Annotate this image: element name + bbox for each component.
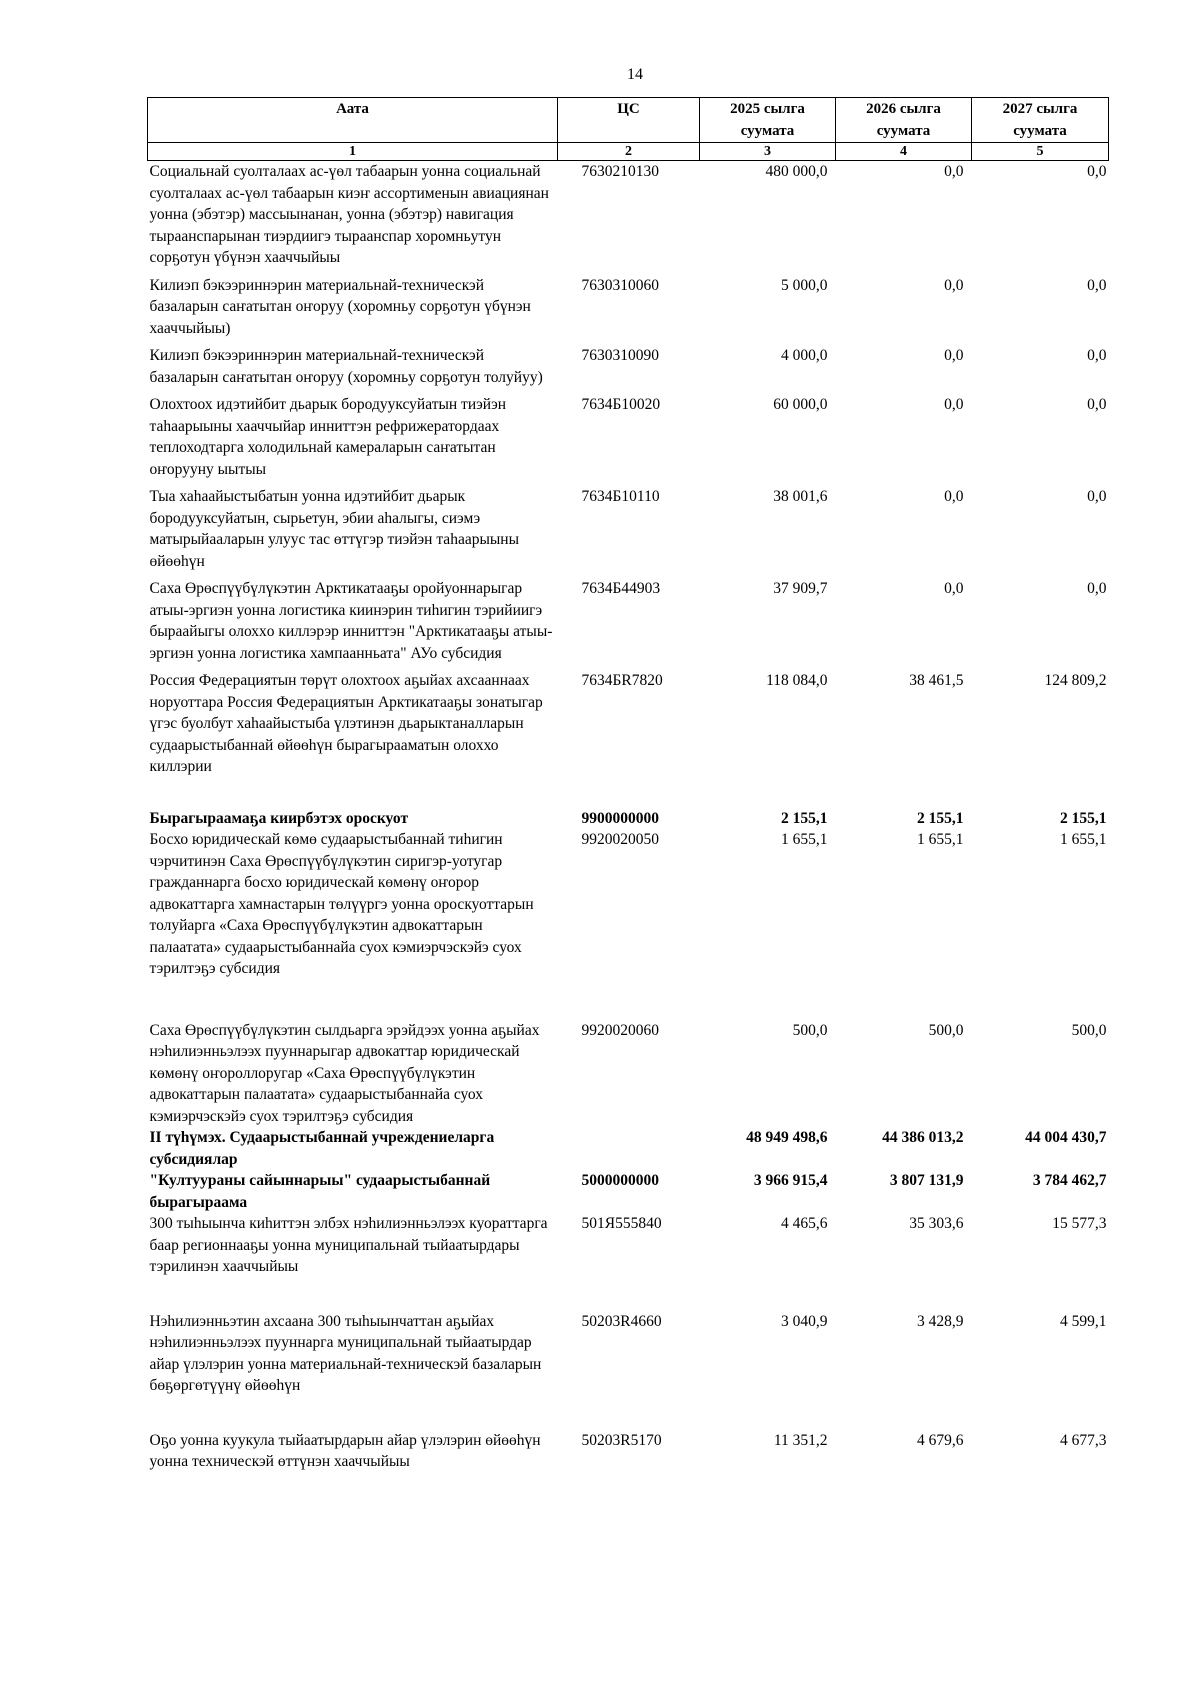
row-2025: 48 949 498,6 <box>746 1129 828 1146</box>
col-number-1: 1 <box>148 143 558 161</box>
row-code: 7634БR7820 <box>581 672 663 689</box>
row-2026: 0,0 <box>944 163 964 180</box>
row-2025: 5 000,0 <box>781 276 828 294</box>
row-2026: 0,0 <box>944 580 964 597</box>
row-2026: 0,0 <box>944 488 964 505</box>
row-name: Килиэп бэкээриннэрин материальнай-техническэй базаларын саҥатытан оҥоруу (хоромньу сорҕотун үбүнэн хааччыйыы) <box>149 276 531 337</box>
row-2025: 4 465,6 <box>781 1215 828 1232</box>
row-code: 9920020050 <box>581 831 659 848</box>
row-code: 9920020060 <box>581 1021 659 1039</box>
row-name: II түһүмэх. Судаарыстыбаннай учреждениеларга субсидиялар <box>149 1129 495 1168</box>
row-2025: 3 966 915,4 <box>753 1172 828 1189</box>
row-name: Оҕо уонна куукула тыйаатырдарын айар үлэлэрин өйөөһүн уонна техническэй өттүнэн хааччыйыы <box>149 1431 541 1470</box>
row-code: 7630310060 <box>581 276 659 294</box>
row-2027: 0,0 <box>1087 347 1107 364</box>
row-2027: 4 677,3 <box>1060 1431 1107 1449</box>
col-number-2: 2 <box>558 143 700 161</box>
table-row <box>148 980 1109 1128</box>
table-row <box>148 829 1109 980</box>
col-number-4: 4 <box>836 143 972 161</box>
row-2027: 0,0 <box>1087 163 1107 180</box>
row-name: Саха Өрөспүүбүлүкэтин Арктикатааҕы оройуоннарыгар атыы-эргиэн уонна логистика киинэрин тиһигин тэрийиигэ быраайыгы олохxo киллэрэр инниттэн "Арктикатааҕы атыы-эргиэн уонна логистика хампаанньата" АУо субсидия <box>149 580 553 662</box>
row-2025: 60 000,0 <box>773 396 828 413</box>
row-code: 7634Б10020 <box>581 396 661 413</box>
row-2027: 0,0 <box>1087 580 1107 597</box>
row-2025: 118 084,0 <box>766 672 828 689</box>
table-row-section <box>148 1170 1109 1213</box>
row-2025: 3 040,9 <box>781 1312 828 1330</box>
table-row <box>148 1213 1109 1278</box>
table-row <box>148 572 1109 664</box>
page-number: 14 <box>627 66 643 83</box>
table-row <box>148 161 1109 269</box>
row-2026: 0,0 <box>944 396 964 413</box>
table-row <box>148 1397 1109 1473</box>
row-code: 7630210130 <box>581 163 659 180</box>
table-header <box>148 98 1109 161</box>
row-2026: 0,0 <box>944 347 964 364</box>
row-2026: 38 461,5 <box>909 672 964 689</box>
row-2026: 35 303,6 <box>909 1215 964 1232</box>
row-name: Саха Өрөспүүбүлүкэтин сылдьарга эрэйдээх уонна аҕыйах нэһилиэнньэлээх пууннарыгар адвокаттар юридическай көмөнү оҥороллоругар «Саха Өрөспүүбүлүкэтин адвокаттарын палаатата» судаарыстыбаннайа суох кэмиэрчэскэйэ суох тэрилтэҕэ субсидия <box>149 1021 540 1125</box>
row-code: 7634Б44903 <box>581 580 661 597</box>
row-2027: 2 155,1 <box>1060 809 1107 827</box>
header-2025: 2025 сылга суумата <box>700 98 836 143</box>
row-name: 300 тыһыынча киһиттэн элбэх нэһилиэнньэлээх куораттарга баар регионнааҕы уонна муниципальнай тыйаатырдары тэрилинэн хааччыйыы <box>149 1215 548 1275</box>
table-row <box>148 480 1109 572</box>
row-2027: 1 655,1 <box>1060 831 1107 848</box>
row-name: Россия Федерациятын төрүт олохтоох аҕыйах ахсааннаах норуоттара Россия Федерациятын Арктикатааҕы зонатыгар үгэс буолбут хаһаайыстыба үлэтинэн дьарыктаналларын судаарыстыбаннай өйөөһүн бырагырааматын олоххо киллэрии <box>149 672 543 775</box>
table-body <box>148 161 1109 1473</box>
row-code: 501Я555840 <box>581 1215 662 1232</box>
row-code: 9900000000 <box>581 809 659 827</box>
row-2026: 44 386 013,2 <box>882 1129 964 1146</box>
row-name: Босхо юридическай көмө судаарыстыбаннай тиһигин чэрчитинэн Саха Өрөспүүбүлүкэтин сиригэр-уотугар гражданнарга босхо юридическай көмөнү оҥорор адвокаттарга хамнастарын төлүүргэ уонна ороскуоттарын толуйарга «Саха Өрөспүүбүлүкэтин адвокаттарын палаатата» судаарыстыбаннайа суох кэмиэрчэскэйэ суох тэрилтэҕэ субсидия <box>149 831 534 977</box>
row-code: 50203R4660 <box>581 1312 662 1330</box>
header-2026: 2026 сылга суумата <box>836 98 972 143</box>
row-2025: 37 909,7 <box>773 580 828 597</box>
table-row-section <box>148 778 1109 830</box>
row-2027: 500,0 <box>1071 1021 1107 1039</box>
row-2026: 2 155,1 <box>917 809 964 827</box>
row-2027: 0,0 <box>1087 488 1107 505</box>
row-2027: 0,0 <box>1087 276 1107 294</box>
row-2026: 4 679,6 <box>917 1431 964 1449</box>
header-code: ЦС <box>558 98 700 143</box>
table-row <box>148 339 1109 388</box>
row-2027: 3 784 462,7 <box>1032 1172 1107 1189</box>
col-number-3: 3 <box>700 143 836 161</box>
table-row <box>148 664 1109 778</box>
row-name: Бырагыраамаҕа киирбэтэх ороскуот <box>149 809 409 827</box>
row-2025: 2 155,1 <box>781 809 828 827</box>
col-number-5: 5 <box>972 143 1109 161</box>
header-name: Аата <box>148 98 558 143</box>
row-name: Социальнай суолталаах ас-үөл табаарын уонна социальнай суолталаах ас-үөл табаарын киэҥ ассортименын авиациянан уонна (эбэтэр) массыынанан, уонна (эбэтэр) навигация тыраанспарынан тиэрдиигэ тыраанспар хоромньутун сорҕотун үбүнэн хааччыйыы <box>149 163 549 266</box>
row-code: 7634Б10110 <box>581 488 660 505</box>
row-2026: 3 807 131,9 <box>889 1172 964 1189</box>
row-2025: 480 000,0 <box>765 163 828 180</box>
row-2025: 500,0 <box>792 1021 828 1039</box>
row-2027: 4 599,1 <box>1060 1312 1107 1330</box>
row-2026: 0,0 <box>944 276 964 294</box>
row-2026: 3 428,9 <box>917 1312 964 1330</box>
table-row <box>148 1278 1109 1397</box>
row-name: Тыа хаһаайыстыбатын уонна идэтийбит дьарык бородууксуйатын, сырьетун, эбии аһалыгы, сиэмэ матырыйааларын улуус тас өттүгэр тиэйэн таһаарыыны өйөөһүн <box>149 488 519 570</box>
row-code <box>558 1127 700 1170</box>
row-2027: 44 004 430,7 <box>1025 1129 1107 1146</box>
row-2025: 11 351,2 <box>773 1431 828 1449</box>
table-row <box>148 388 1109 480</box>
row-2025: 1 655,1 <box>781 831 828 848</box>
row-2027: 0,0 <box>1087 396 1107 413</box>
budget-table <box>147 97 1109 1473</box>
row-code: 50203R5170 <box>581 1431 662 1449</box>
row-code: 7630310090 <box>581 347 659 364</box>
row-2026: 500,0 <box>928 1021 964 1039</box>
table-row-section <box>148 1127 1109 1170</box>
header-2027: 2027 сылга суумата <box>972 98 1109 143</box>
row-2026: 1 655,1 <box>917 831 964 848</box>
row-2027: 15 577,3 <box>1052 1215 1107 1232</box>
row-code: 5000000000 <box>581 1172 659 1189</box>
row-name: Нэһилиэнньэтин ахсаана 300 тыһыынчаттан аҕыйах нэһилиэнньэлээх пууннарга муниципальнай тыйаатырдар айар үлэлэрин уонна материальнай-техническэй базаларын бөҕөргөтүүнү өйөөһүн <box>149 1312 542 1394</box>
row-2025: 38 001,6 <box>773 488 828 505</box>
row-name: Килиэп бэкээриннэрин материальнай-техническэй базаларын саҥатытан оҥоруу (хоромньу сорҕотун толуйуу) <box>149 347 543 386</box>
table-row <box>148 269 1109 340</box>
row-name: "Култуураны сайыннарыы" судаарыстыбаннай бырагыраама <box>149 1172 491 1211</box>
row-2027: 124 809,2 <box>1044 672 1107 689</box>
row-2025: 4 000,0 <box>781 347 828 364</box>
row-name: Олохтоох идэтийбит дьарык бородууксуйатын тиэйэн таһаарыыны хааччыйар инниттэн рефрижератордаах теплоходтарга холодильнай камераларын саҥатытан оҥорууну ыытыы <box>149 396 507 478</box>
